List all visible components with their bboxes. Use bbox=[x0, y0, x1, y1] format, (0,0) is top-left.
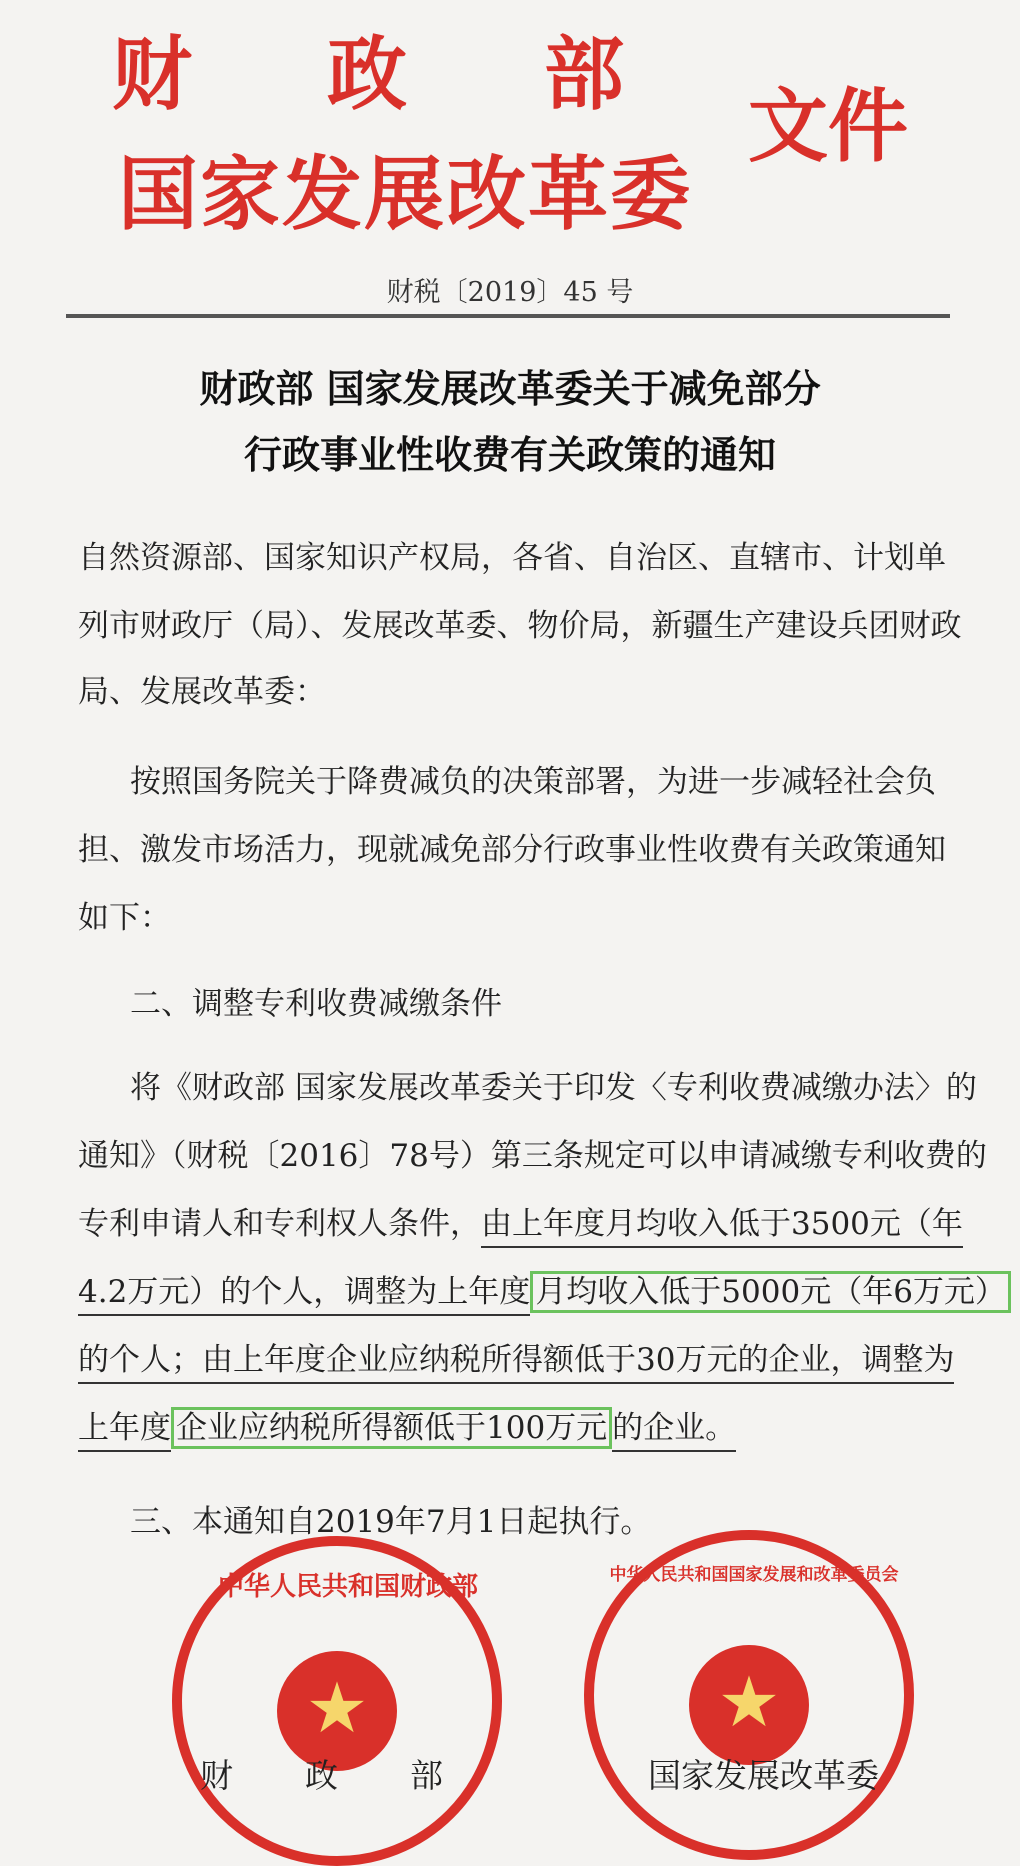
signature-left-3: 部 bbox=[410, 1756, 443, 1795]
highlight-box: 企业应纳税所得额低于100万元 bbox=[171, 1407, 612, 1449]
highlight-box: 月均收入低于5000元（年6万元） bbox=[530, 1271, 1011, 1313]
emblem-icon: ★ bbox=[277, 1651, 397, 1771]
section2-line-2: 通知》（财税〔2016〕78号）第三条规定可以申请减缴专利收费的 bbox=[78, 1138, 987, 1174]
intro-line-2: 担、激发市场活力，现就减免部分行政事业性收费有关政策通知 bbox=[78, 832, 946, 868]
header-line-2: 国家发展改革委 bbox=[118, 148, 692, 241]
underlined-text: 的企业。 bbox=[612, 1410, 736, 1452]
seal-right bbox=[584, 1530, 914, 1860]
header-suffix: 文件 bbox=[748, 80, 908, 173]
signature-left-1: 财 bbox=[200, 1756, 233, 1795]
underlined-text: 的个人；由上年度企业应纳税所得额低于30万元的企业，调整为 bbox=[78, 1342, 954, 1384]
addressee-line-2: 列市财政厅（局）、发展改革委、物价局，新疆生产建设兵团财政 bbox=[78, 608, 962, 644]
emblem-icon: ★ bbox=[689, 1645, 809, 1765]
title-line-1: 财政部 国家发展改革委关于减免部分 bbox=[199, 366, 821, 411]
header-divider bbox=[66, 314, 950, 318]
title-line-2: 行政事业性收费有关政策的通知 bbox=[243, 432, 776, 477]
header-char-3: 部 bbox=[544, 28, 624, 121]
section3: 三、本通知自2019年7月1日起执行。 bbox=[130, 1504, 652, 1540]
section2-line-4 bbox=[78, 1266, 1011, 1311]
underlined-text: 4.2万元）的个人，调整为上年度 bbox=[78, 1274, 530, 1316]
seal-left-text: 中华人民共和国财政部 bbox=[218, 1572, 479, 1602]
addressee-line-3: 局、发展改革委： bbox=[78, 674, 326, 710]
addressee-line-1: 自然资源部、国家知识产权局，各省、自治区、直辖市、计划单 bbox=[78, 540, 946, 576]
section2-heading: 二、调整专利收费减缴条件 bbox=[130, 986, 502, 1022]
header-char-1: 财 bbox=[112, 28, 192, 121]
underlined-text: 上年度 bbox=[78, 1410, 171, 1452]
underlined-text: 由上年度月均收入低于3500元（年 bbox=[481, 1206, 963, 1248]
section2-line-3 bbox=[78, 1198, 963, 1243]
signature-right: 国家发展改革委 bbox=[648, 1756, 879, 1795]
signature-left-2: 政 bbox=[305, 1756, 338, 1795]
section2-line-1: 将《财政部 国家发展改革委关于印发〈专利收费减缴办法〉的 bbox=[130, 1070, 977, 1106]
seal-right-text: 中华人民共和国国家发展和改革委员会 bbox=[609, 1565, 899, 1585]
section2-line-3-a: 专利申请人和专利权人条件， bbox=[78, 1206, 481, 1242]
section2-line-6 bbox=[78, 1402, 736, 1447]
seal-left bbox=[172, 1536, 502, 1866]
document-number: 财税〔2019〕45 号 bbox=[386, 277, 634, 308]
header-char-2: 政 bbox=[327, 28, 407, 121]
intro-line-3: 如下： bbox=[78, 900, 171, 936]
section2-line-5 bbox=[78, 1334, 954, 1379]
intro-line-1: 按照国务院关于降费减负的决策部署，为进一步减轻社会负 bbox=[130, 764, 936, 800]
